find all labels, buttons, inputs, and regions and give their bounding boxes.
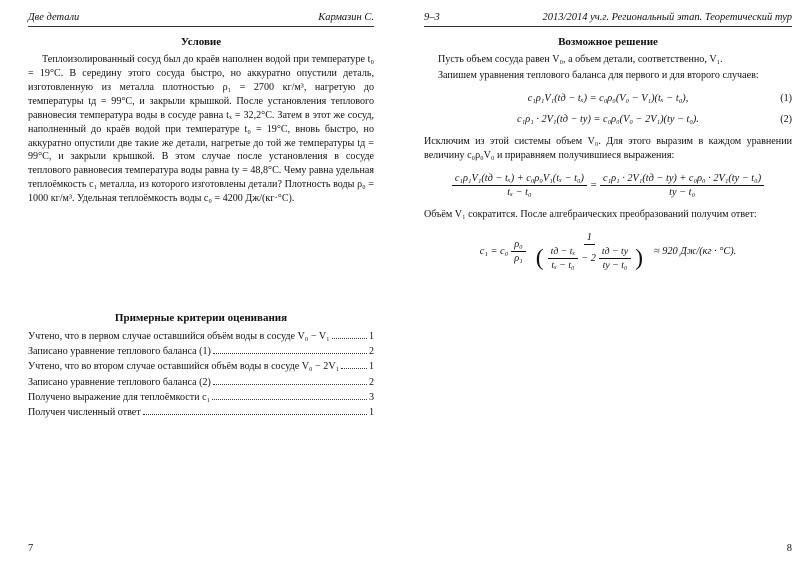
criteria-points: 2 (368, 346, 374, 358)
close-paren: ) (635, 245, 643, 272)
equation-1-label: (1) (780, 92, 792, 104)
criteria-text: Записано уравнение теплового баланса (1) (28, 346, 211, 358)
criteria-text: Учтено, что в первом случае оставшийся объём воды в сосуде V₀ − V₁ (28, 331, 330, 343)
criteria-text: Получен численный ответ (28, 406, 141, 418)
solution-paragraph-3: Исключим из этой системы объем V₀. Для этого выразим в каждом уравнении величину c₀ρ₀V₀ и приравняем получившиеся выражения: (424, 135, 792, 161)
page-number-left: 7 (28, 543, 34, 554)
equation-2 (424, 114, 792, 125)
solution-paragraph-4: Объём V₁ сократится. После алгебраических преобразований получим ответ: (424, 208, 757, 220)
criteria-item (28, 359, 374, 374)
criteria-points: 1 (368, 406, 374, 418)
equation-final-result: ≈ 920 Дж/(кг · °C). (653, 245, 737, 257)
fraction-right (600, 173, 764, 198)
equation-2-body: c₁ρ₁ · 2V₁(tд − tу) = c₀ρ₀(V₀ − 2V₁)(tу − t₀). (517, 113, 699, 125)
inner-fraction-1 (548, 246, 579, 271)
equation-1-body: c₁ρ₁V₁(tд − tₓ) = c₀ρ₀(V₀ − V₁)(tₓ − t₀), (527, 92, 689, 104)
equation-3 (424, 173, 792, 198)
inner-fraction-1-numerator: tд − tₓ (548, 246, 579, 259)
inner-fraction-2 (599, 246, 631, 271)
criteria-leader (213, 346, 367, 354)
criteria-text: Учтено, что во втором случае оставшийся объём воды в сосуде V₀ − 2V₁ (28, 361, 340, 373)
equation-2-label: (2) (780, 113, 792, 125)
open-paren: ( (535, 245, 544, 272)
document-title: Две детали (28, 12, 80, 23)
criteria-leader (212, 391, 367, 399)
fraction-main-numerator: 1 (584, 232, 595, 245)
minus-two: − 2 (581, 252, 596, 264)
inner-fraction-2-numerator: tд − tу (599, 246, 631, 259)
criteria-points: 1 (368, 361, 374, 373)
criteria-section (28, 312, 374, 420)
fraction-rho-denominator: ρ₁ (514, 252, 523, 264)
inner-fraction-2-denominator: tу − t₀ (602, 259, 628, 271)
right-page-header (424, 12, 792, 27)
fraction-rho-numerator: ρ₀ (511, 239, 526, 252)
fraction-left-numerator: c₁ρ₁V₁(tд − tₓ) + c₀ρ₀V₁(tₓ − t₀) (452, 173, 587, 186)
criteria-item (28, 375, 374, 390)
equation-1 (424, 93, 792, 104)
criteria-leader (341, 361, 367, 369)
fraction-left (452, 173, 587, 198)
fraction-main-denominator (532, 245, 647, 271)
criteria-item (28, 405, 374, 420)
solution-paragraph-2: Запишем уравнения теплового баланса для первого и для второго случаев: (438, 69, 759, 81)
condition-heading: Условие (180, 36, 222, 48)
solution-heading: Возможное решение (558, 36, 658, 48)
criteria-item (28, 329, 374, 344)
left-page (28, 12, 374, 554)
equation-final-prefix: c₁ = c₀ (479, 245, 509, 257)
criteria-leader (332, 331, 367, 339)
page-number-right: 8 (786, 543, 792, 554)
equation-final (424, 232, 792, 271)
fraction-right-denominator: tу − t₀ (669, 186, 696, 198)
criteria-item (28, 390, 374, 405)
criteria-points: 1 (368, 331, 374, 343)
criteria-item (28, 344, 374, 359)
left-page-header (28, 12, 374, 27)
author-name: Кармазин С. (318, 12, 374, 23)
inner-fraction-1-denominator: tₓ − t₀ (551, 259, 575, 271)
header-title: 2013/2014 уч.г. Региональный этап. Теоретический тур (542, 12, 792, 23)
fraction-left-denominator: tₓ − t₀ (507, 186, 532, 198)
criteria-leader (143, 407, 367, 415)
criteria-text: Записано уравнение теплового баланса (2) (28, 376, 211, 388)
problem-number: 9–3 (424, 12, 440, 23)
condition-text: Теплоизолированный сосуд был до краёв наполнен водой при температуре t₀ = 19°C. В середину этого сосуда быстро, но аккуратно опустили деталь, изготовленную из металла плотностью ρ₁ = 2700 кг/м³, нагретую до температуры tд = 99°C, и закрыли крышкой. После установления теплового равновесия температура воды в сосуде равна tₓ = 32,2°C. Затем в этот же сосуд, наполненный до краёв водой при температуре t₀ = 19°C, вновь быстро, но аккуратно опустили две такие же детали, нагретые до той же температуры tд = 99°C, и закрыли крышкой. В этом случае после установления в сосуде теплового равновесия температура воды равна tу = 48,8°C. Чему равна удельная теплоёмкость c₁ металла, из которого изготовлены детали? Плотность воды ρ₀ = 1000 кг/м³. Удельная теплоёмкость воды c₀ = 4200 Дж/(кг·°C). (28, 54, 374, 205)
right-page (424, 12, 792, 554)
criteria-leader (213, 376, 367, 384)
fraction-rho (511, 239, 526, 264)
solution-paragraph-1: Пусть объем сосуда равен V₀, а объем детали, соответственно, V₁. (438, 54, 723, 65)
criteria-points: 2 (368, 376, 374, 388)
fraction-right-numerator: c₁ρ₁ · 2V₁(tд − tу) + c₀ρ₀ · 2V₁(tу − t₀) (600, 173, 764, 186)
criteria-text: Получено выражение для теплоёмкости c₁ (28, 391, 211, 403)
criteria-heading: Примерные критерии оценивания (114, 312, 288, 325)
criteria-points: 3 (368, 391, 374, 403)
equals-sign: = (590, 179, 597, 191)
fraction-main (532, 232, 647, 271)
